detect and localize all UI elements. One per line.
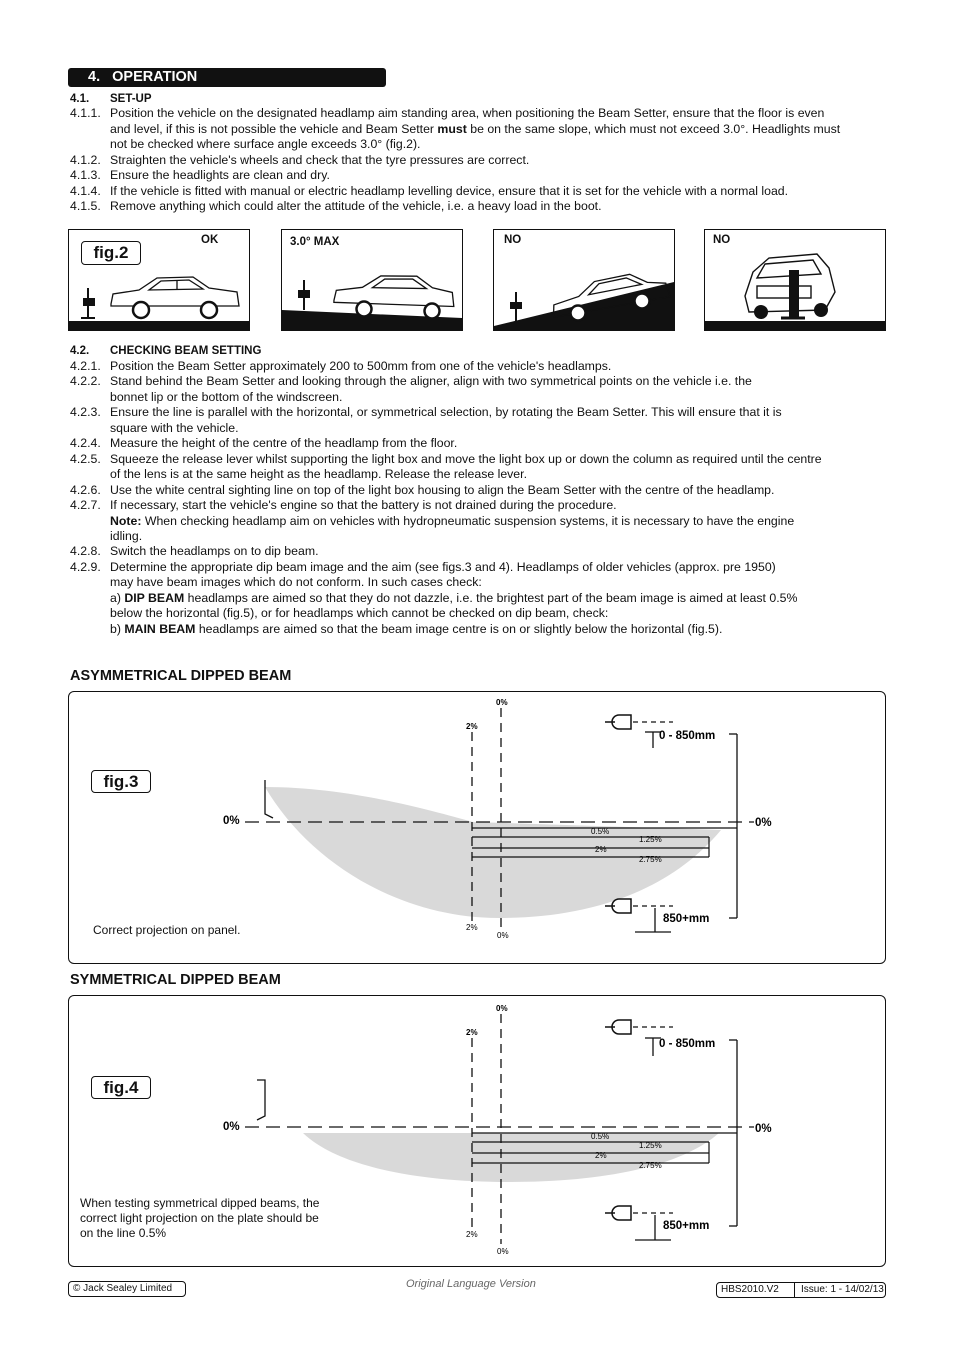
checking-item [70, 483, 890, 498]
footer-doc-number: HBS2010.V2 [721, 1284, 779, 1295]
item-number: 4.2.7. [70, 498, 101, 513]
footer-divider [794, 1283, 795, 1297]
checking-item [70, 405, 890, 436]
item-line [110, 137, 890, 153]
fig3-panel [68, 691, 886, 964]
fig2-panel-no-front [704, 229, 886, 331]
setup-heading-number: 4.1. [70, 93, 90, 105]
checking-item [70, 560, 890, 637]
text-segment: Position the Beam Setter approximately 200 to 500mm from one of the vehicle's headlamps. [110, 359, 612, 373]
item-number: 4.2.5. [70, 451, 101, 466]
text-segment: Use the white central sighting line on top of the light box housing to align the Beam Setter with the centre of the headlamp. [110, 482, 775, 497]
text-segment: When checking headlamp aim on vehicles with hydropneumatic suspension systems, it is necessary to have the engine [141, 513, 795, 528]
text-segment: may have beam images which do not conform. In such cases check: [110, 575, 482, 590]
text-segment: headlamps are aimed so that the beam image centre is on or slightly below the horizontal (fig.5). [195, 621, 723, 636]
item-number: 4.2.1. [70, 359, 101, 373]
section-title: OPERATION [112, 69, 198, 85]
text-segment: idling. [110, 529, 143, 544]
fig4-beam-diagram [69, 996, 885, 1266]
fig4-label-right-zero: 0% [755, 1123, 772, 1135]
fig4-range-top: 0 - 850mm [659, 1038, 716, 1050]
item-number: 4.2.9. [70, 559, 101, 574]
item-text [110, 184, 890, 200]
fig2-label-ok: OK [201, 234, 219, 246]
item-line [110, 452, 890, 468]
fig4-label-2-75: 2.75% [639, 1161, 662, 1170]
item-line [110, 153, 890, 169]
fig3-label-2-75: 2.75% [639, 855, 662, 864]
text-segment: Note: [110, 513, 142, 528]
fig3-label-2: 2% [595, 845, 607, 854]
item-number: 4.1.3. [70, 168, 101, 182]
text-segment: headlamps are aimed so that they do not dazzle, i.e. the brightest part of the beam image is aimed at least 0.5% [184, 590, 798, 605]
item-line [110, 622, 890, 638]
text-segment: be on the same slope, which must not exceed 3.0°. Headlights must [466, 121, 841, 136]
item-line [110, 184, 890, 200]
text-segment: must [437, 121, 467, 136]
item-text [110, 436, 890, 452]
item-text [110, 168, 890, 184]
text-segment: Straighten the vehicle's wheels and check that the tyre pressures are correct. [110, 152, 530, 167]
item-line [110, 544, 890, 560]
item-line [110, 591, 890, 607]
checking-item [70, 359, 890, 374]
fig4-tag: fig.4 [91, 1076, 151, 1099]
item-line [110, 390, 890, 406]
item-number: 4.2.4. [70, 436, 101, 451]
checking-heading-number: 4.2. [70, 345, 90, 357]
checking-item [70, 374, 890, 405]
item-line [110, 606, 890, 622]
text-segment: below the horizontal (fig.5), or for headlamps which cannot be checked on dip beam, check: [110, 606, 609, 621]
fig3-label-half: 0.5% [591, 827, 610, 836]
fig2-label-slope: 3.0° MAX [290, 236, 340, 248]
item-number: 4.1.4. [70, 183, 101, 198]
text-segment: Ensure the line is parallel with the horizontal, or symmetrical selection, by rotating the Beam Setter. This will ensure that it is [110, 405, 782, 420]
fig3-range-bottom: 850+mm [663, 913, 710, 925]
item-number: 4.2.8. [70, 544, 101, 559]
text-segment: b) [110, 621, 125, 636]
item-text [110, 544, 890, 560]
text-segment: bonnet lip or the bottom of the windscreen. [110, 389, 343, 404]
fig2-panel-ok [68, 229, 250, 331]
footer-doc-box [716, 1282, 886, 1298]
item-text [110, 359, 890, 375]
setup-item [70, 168, 890, 184]
text-segment: Determine the appropriate dip beam image and the aim (see figs.3 and 4). Headlamps of older vehicles (approx. pre 1950) [110, 559, 776, 574]
fig4-label-left-zero: 0% [223, 1121, 240, 1133]
text-segment: If necessary, start the vehicle's engine so that the battery is not drained during the procedure. [110, 498, 617, 513]
item-line [110, 560, 890, 576]
text-segment: not be checked where surface angle exceeds 3.0° (fig.2). [110, 137, 421, 151]
fig4-label-1-25: 1.25% [639, 1141, 662, 1150]
setup-item [70, 106, 890, 153]
section-header [68, 68, 386, 87]
setup-item [70, 184, 890, 200]
fig4-caption-line: correct light projection on the plate should be [80, 1211, 319, 1225]
car-level-illustration [69, 230, 249, 330]
item-line [110, 575, 890, 591]
text-segment: square with the vehicle. [110, 420, 239, 435]
item-number: 4.2.2. [70, 374, 101, 389]
fig3-beam-diagram [69, 692, 885, 963]
text-segment: and level, if this is not possible the vehicle and Beam Setter [110, 121, 438, 136]
item-line [110, 467, 890, 483]
item-text [110, 374, 890, 405]
item-line [110, 168, 890, 184]
text-segment: Stand behind the Beam Setter and looking through the aligner, align with two symmetrical points on the vehicle i.e. the [110, 374, 752, 389]
item-line [110, 498, 890, 514]
fig3-caption: Correct projection on panel. [93, 923, 241, 937]
item-number: 4.2.6. [70, 482, 101, 497]
fig4-label-bottom-zero: 0% [497, 1247, 509, 1256]
fig2-label-no1: NO [504, 234, 522, 246]
fig2-tag: fig.2 [81, 241, 141, 265]
item-text [110, 405, 890, 436]
fig4-label-bottom-two: 2% [466, 1230, 478, 1239]
item-line [110, 514, 890, 530]
text-segment: of the lens is at the same height as the headlamp. Release the release lever. [110, 467, 527, 482]
item-line [110, 359, 890, 375]
checking-item [70, 452, 890, 483]
fig3-label-right-zero: 0% [755, 817, 772, 829]
item-text [110, 560, 890, 638]
text-segment: Position the vehicle on the designated headlamp aim standing area, when positioning the Beam Setter, ensure that the floor is even [110, 106, 825, 120]
fig3-label-left-zero: 0% [223, 815, 240, 827]
item-number: 4.1.2. [70, 152, 101, 167]
car-slope-illustration [282, 230, 462, 330]
fig3-label-bottom-two: 2% [466, 923, 478, 932]
item-line [110, 405, 890, 421]
item-text [110, 498, 890, 545]
setup-heading: SET-UP [110, 93, 152, 105]
item-text [110, 199, 890, 215]
fig4-label-half: 0.5% [591, 1132, 610, 1141]
fig4-range-bottom: 850+mm [663, 1220, 710, 1232]
text-segment: Switch the headlamps on to dip beam. [110, 544, 319, 559]
item-line [110, 421, 890, 437]
item-line [110, 374, 890, 390]
checking-item [70, 498, 890, 544]
fig3-label-two-top: 2% [466, 722, 478, 731]
item-text [110, 452, 890, 483]
item-number: 4.2.3. [70, 405, 101, 420]
text-segment: MAIN BEAM [124, 621, 196, 636]
fig2-panel-no-slope [493, 229, 675, 331]
footer-language: Original Language Version [406, 1278, 536, 1290]
fig4-label-2: 2% [595, 1151, 607, 1160]
text-segment: a) [110, 590, 125, 605]
item-line [110, 199, 890, 215]
fig3-label-bottom-zero: 0% [497, 931, 509, 940]
item-number: 4.1.1. [70, 106, 101, 120]
checking-heading: CHECKING BEAM SETTING [110, 345, 262, 357]
fig4-caption-line: When testing symmetrical dipped beams, the [80, 1196, 320, 1210]
item-text [110, 153, 890, 169]
text-segment: Measure the height of the centre of the headlamp from the floor. [110, 436, 458, 451]
text-segment: Remove anything which could alter the attitude of the vehicle, i.e. a heavy load in the boot. [110, 199, 602, 213]
setup-item [70, 153, 890, 169]
fig3-heading: ASYMMETRICAL DIPPED BEAM [70, 668, 292, 684]
item-line [110, 122, 890, 138]
item-number: 4.1.5. [70, 199, 101, 213]
item-line [110, 106, 890, 122]
text-segment: If the vehicle is fitted with manual or electric headlamp levelling device, ensure that it is set for the vehicle with a normal load. [110, 183, 789, 198]
fig3-label-1-25: 1.25% [639, 835, 662, 844]
footer-copyright: © Jack Sealey Limited [68, 1281, 186, 1297]
checking-item [70, 436, 890, 451]
setup-item [70, 199, 890, 215]
footer-issue: Issue: 1 - 14/02/13 [801, 1284, 884, 1295]
fig4-label-top-zero: 0% [496, 1004, 508, 1013]
text-segment: DIP BEAM [124, 590, 185, 605]
car-steep-illustration [494, 230, 674, 330]
car-front-illustration [705, 230, 885, 330]
checking-item [70, 544, 890, 559]
fig3-range-top: 0 - 850mm [659, 730, 716, 742]
fig4-panel [68, 995, 886, 1267]
fig3-label-top-zero: 0% [496, 698, 508, 707]
text-segment: Ensure the headlights are clean and dry. [110, 168, 330, 182]
fig2-panel-slope [281, 229, 463, 331]
fig4-caption-line: on the line 0.5% [80, 1226, 167, 1240]
section-number: 4. [88, 69, 101, 85]
item-line [110, 483, 890, 499]
item-line [110, 529, 890, 545]
text-segment: Squeeze the release lever whilst supporting the light box and move the light box up or down the column as required until the centre [110, 451, 822, 466]
fig2-label-no2: NO [713, 234, 731, 246]
item-text [110, 483, 890, 499]
item-line [110, 436, 890, 452]
fig4-heading: SYMMETRICAL DIPPED BEAM [70, 972, 281, 988]
fig3-tag: fig.3 [91, 770, 151, 793]
item-text [110, 106, 890, 153]
fig4-label-two-top: 2% [466, 1028, 478, 1037]
